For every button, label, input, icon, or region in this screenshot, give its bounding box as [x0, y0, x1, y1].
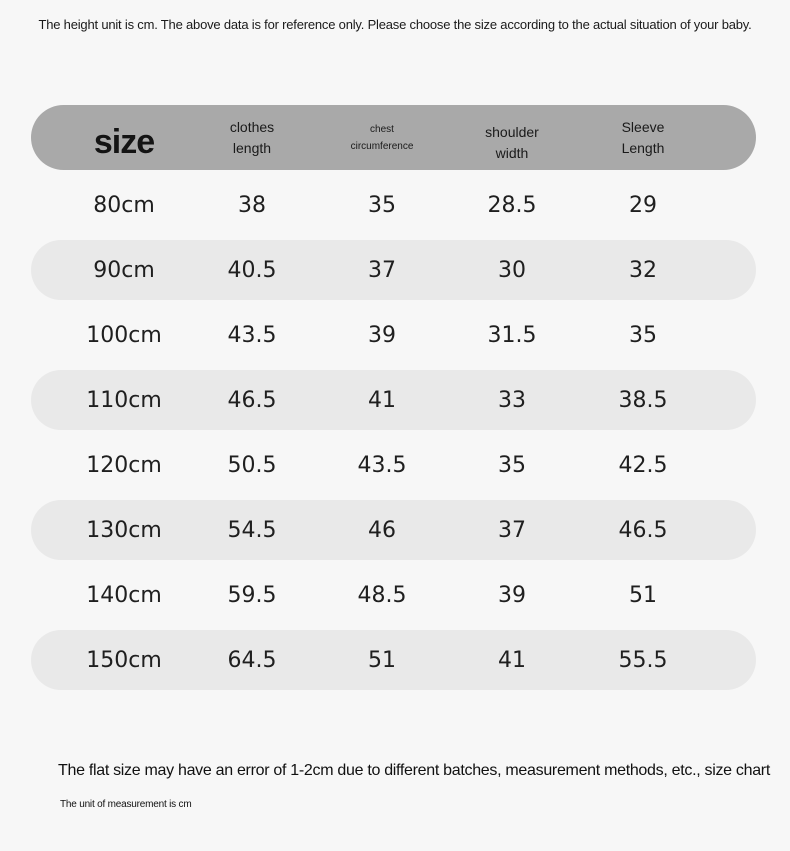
shoulder-cell: 37 [498, 517, 526, 543]
clothes-length-cell: 40.5 [227, 257, 277, 283]
unit-note: The unit of measurement is cm [60, 799, 192, 810]
shoulder-cell: 30 [498, 257, 526, 283]
table-row [31, 175, 756, 235]
size-cell: 90cm [93, 257, 155, 283]
table-row [31, 435, 756, 495]
table-header-row [31, 105, 756, 170]
sleeve-cell: 42.5 [618, 452, 668, 478]
top-note: The height unit is cm. The above data is for reference only. Please choose the size according to the actual situation of your baby. [38, 17, 752, 32]
table-row [31, 370, 756, 430]
table-row [31, 240, 756, 300]
chest-cell: 37 [368, 257, 396, 283]
shoulder-cell: 35 [498, 452, 526, 478]
chest-cell: 43.5 [357, 452, 407, 478]
table-row [31, 565, 756, 625]
chest-cell: 48.5 [357, 582, 407, 608]
shoulder-cell: 41 [498, 647, 526, 673]
sleeve-cell: 51 [629, 582, 657, 608]
header-size [49, 105, 199, 170]
shoulder-cell: 31.5 [487, 322, 537, 348]
header-chest-line1: chest [370, 123, 394, 135]
clothes-length-cell: 54.5 [227, 517, 277, 543]
header-clothes-length-line1: clothes [229, 118, 275, 135]
sleeve-cell: 29 [629, 192, 657, 218]
header-sleeve-line2: Length [621, 139, 665, 156]
clothes-length-cell: 46.5 [227, 387, 277, 413]
chest-cell: 39 [368, 322, 396, 348]
chest-cell: 46 [368, 517, 396, 543]
size-cell: 140cm [86, 582, 162, 608]
table-row [31, 305, 756, 365]
clothes-length-cell: 59.5 [227, 582, 277, 608]
shoulder-cell: 39 [498, 582, 526, 608]
footer-note: The flat size may have an error of 1-2cm due to different batches, measurement methods, etc., size chart [58, 762, 770, 779]
table-row [31, 500, 756, 560]
clothes-length-cell: 38 [238, 192, 266, 218]
clothes-length-cell: 64.5 [227, 647, 277, 673]
sleeve-cell: 55.5 [618, 647, 668, 673]
header-shoulder-line1: shoulder [485, 123, 539, 140]
table-row [31, 630, 756, 690]
sleeve-cell: 38.5 [618, 387, 668, 413]
header-shoulder-line2: width [495, 144, 529, 161]
size-cell: 130cm [86, 517, 162, 543]
chest-cell: 41 [368, 387, 396, 413]
sleeve-cell: 32 [629, 257, 657, 283]
header-chest-line2: circumference [350, 140, 414, 152]
header-clothes-length [197, 105, 307, 170]
header-size-label: size [93, 123, 155, 161]
header-sleeve-length [588, 105, 698, 170]
sleeve-cell: 35 [629, 322, 657, 348]
header-shoulder-width [457, 105, 567, 170]
size-cell: 80cm [93, 192, 155, 218]
size-cell: 110cm [86, 387, 162, 413]
size-cell: 100cm [86, 322, 162, 348]
size-cell: 150cm [86, 647, 162, 673]
chest-cell: 35 [368, 192, 396, 218]
clothes-length-cell: 43.5 [227, 322, 277, 348]
shoulder-cell: 28.5 [487, 192, 537, 218]
sleeve-cell: 46.5 [618, 517, 668, 543]
clothes-length-cell: 50.5 [227, 452, 277, 478]
shoulder-cell: 33 [498, 387, 526, 413]
header-sleeve-line1: Sleeve [621, 118, 665, 135]
size-cell: 120cm [86, 452, 162, 478]
chest-cell: 51 [368, 647, 396, 673]
header-clothes-length-line2: length [232, 139, 272, 156]
header-chest-circumference [327, 105, 437, 170]
